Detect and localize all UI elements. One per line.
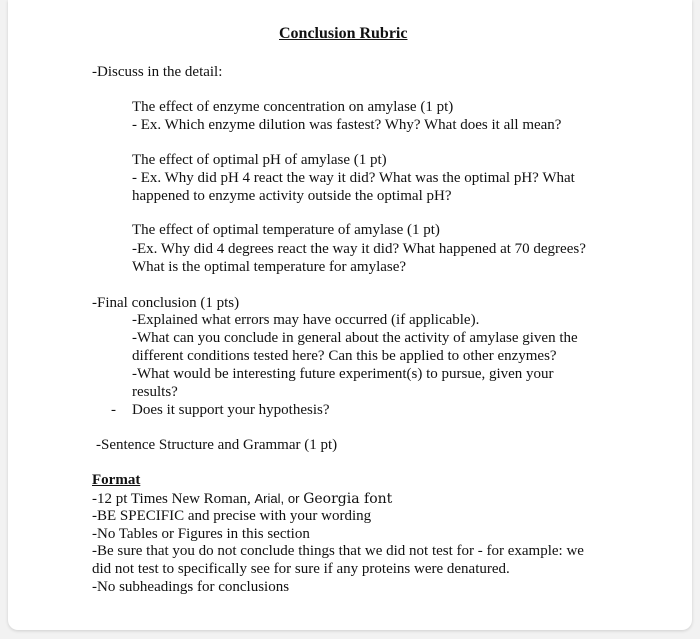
font-line-prefix: -12 pt Times New Roman,: [92, 491, 251, 507]
final-line: -Explained what errors may have occurred (if applicable).: [132, 312, 480, 328]
final-line: different conditions tested here? Can this be applied to other enzymes?: [132, 348, 557, 364]
discuss-heading: -Discuss in the detail:: [92, 64, 223, 80]
font-line-arial: Arial,: [254, 491, 285, 506]
final-line: -What can you conclude in general about the activity of amylase given the: [132, 330, 578, 346]
format-line: -BE SPECIFIC and precise with your wording: [92, 508, 372, 524]
font-line-georgia: Georgia font: [303, 491, 393, 507]
format-line: -Be sure that you do not conclude things that we did not test for - for example: we: [92, 543, 584, 559]
section-heading: The effect of optimal pH of amylase (1 pt): [132, 152, 387, 168]
grammar-line: -Sentence Structure and Grammar (1 pt): [96, 437, 338, 453]
section-heading: The effect of enzyme concentration on amylase (1 pt): [132, 99, 454, 115]
format-heading: Format: [92, 472, 141, 488]
final-heading: -Final conclusion (1 pts): [92, 295, 240, 311]
final-line: -What would be interesting future experiment(s) to pursue, given your: [132, 366, 554, 382]
section-heading: The effect of optimal temperature of amylase (1 pt): [132, 222, 440, 238]
format-line: -No subheadings for conclusions: [92, 579, 290, 595]
bullet-dash: -: [111, 402, 116, 418]
section-line: What is the optimal temperature for amylase?: [132, 259, 407, 275]
final-line: results?: [132, 384, 178, 400]
bullet-text: Does it support your hypothesis?: [132, 402, 330, 418]
section-line: -Ex. Why did 4 degrees react the way it did? What happened at 70 degrees?: [132, 241, 586, 257]
format-line: did not test to specifically see for sure if any proteins were denatured.: [92, 561, 510, 577]
format-font-line: [92, 490, 392, 508]
section-line: - Ex. Which enzyme dilution was fastest? Why? What does it all mean?: [132, 117, 562, 133]
document-page: [8, 0, 692, 630]
section-line: happened to enzyme activity outside the optimal pH?: [132, 188, 452, 204]
format-line: -No Tables or Figures in this section: [92, 526, 310, 542]
font-line-or: or: [287, 491, 300, 506]
page-title: Conclusion Rubric: [279, 25, 408, 42]
section-line: - Ex. Why did pH 4 react the way it did? What was the optimal pH? What: [132, 170, 575, 186]
